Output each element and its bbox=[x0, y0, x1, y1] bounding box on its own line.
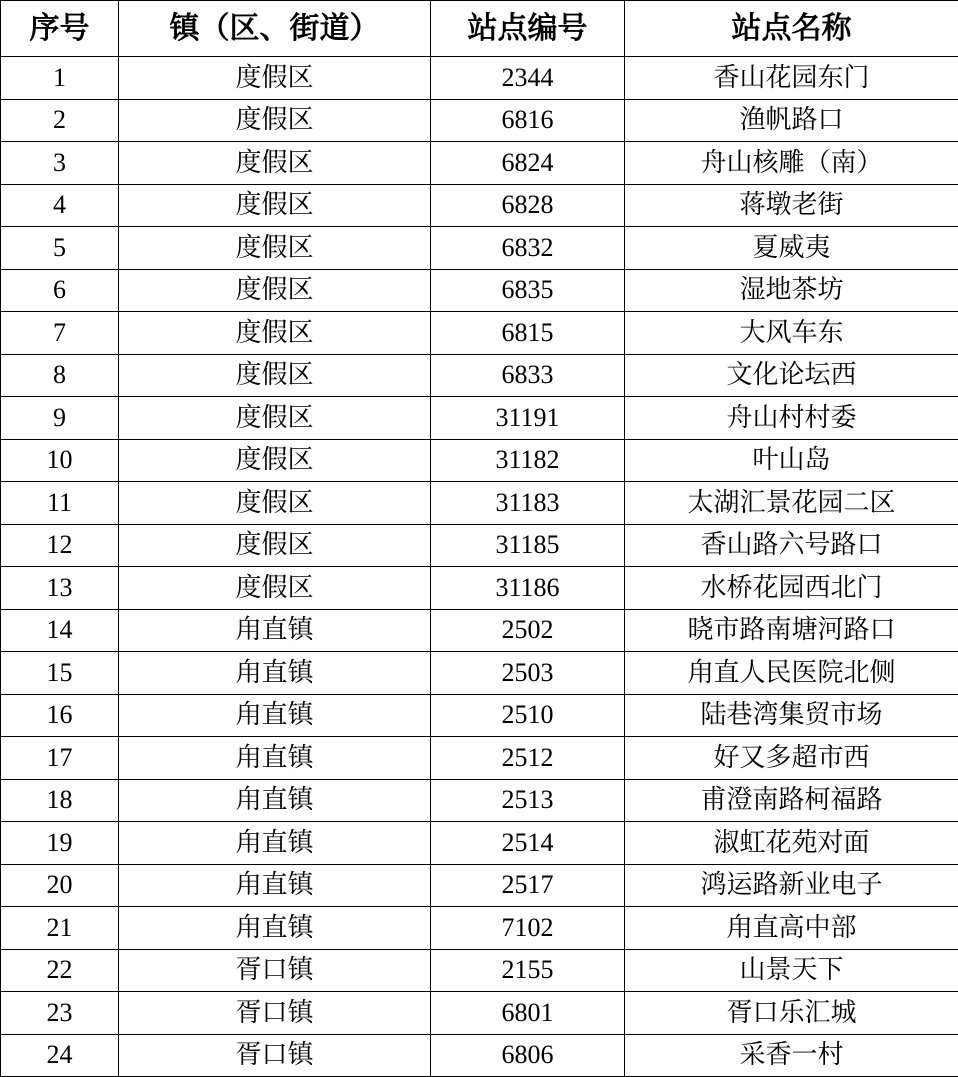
cell-index: 19 bbox=[1, 822, 119, 865]
cell-index: 8 bbox=[1, 354, 119, 397]
cell-station-name: 叶山岛 bbox=[625, 439, 958, 482]
table-row bbox=[1, 227, 958, 270]
table-header bbox=[1, 1, 958, 57]
cell-town: 甪直镇 bbox=[119, 779, 431, 822]
cell-town: 胥口镇 bbox=[119, 949, 431, 992]
cell-station-name: 甪直高中部 bbox=[625, 907, 958, 950]
cell-index: 24 bbox=[1, 1034, 119, 1077]
cell-town: 胥口镇 bbox=[119, 1034, 431, 1077]
column-header-station-code: 站点编号 bbox=[431, 1, 625, 57]
cell-station-code: 6816 bbox=[431, 99, 625, 142]
table-row bbox=[1, 907, 958, 950]
cell-station-code: 7102 bbox=[431, 907, 625, 950]
cell-station-name: 晓市路南塘河路口 bbox=[625, 609, 958, 652]
cell-town: 甪直镇 bbox=[119, 822, 431, 865]
cell-index: 9 bbox=[1, 397, 119, 440]
cell-index: 3 bbox=[1, 142, 119, 185]
cell-station-code: 2510 bbox=[431, 694, 625, 737]
cell-town: 度假区 bbox=[119, 397, 431, 440]
cell-town: 度假区 bbox=[119, 142, 431, 185]
cell-index: 21 bbox=[1, 907, 119, 950]
cell-station-code: 2502 bbox=[431, 609, 625, 652]
table-row bbox=[1, 354, 958, 397]
cell-station-code: 2512 bbox=[431, 737, 625, 780]
table-header-row bbox=[1, 1, 958, 57]
cell-station-code: 31182 bbox=[431, 439, 625, 482]
cell-town: 度假区 bbox=[119, 567, 431, 610]
cell-station-code: 6828 bbox=[431, 184, 625, 227]
cell-town: 甪直镇 bbox=[119, 694, 431, 737]
cell-town: 度假区 bbox=[119, 269, 431, 312]
cell-town: 甪直镇 bbox=[119, 864, 431, 907]
cell-station-code: 6815 bbox=[431, 312, 625, 355]
cell-town: 甪直镇 bbox=[119, 737, 431, 780]
cell-town: 度假区 bbox=[119, 57, 431, 100]
cell-town: 甪直镇 bbox=[119, 652, 431, 695]
table-row bbox=[1, 822, 958, 865]
cell-station-code: 31186 bbox=[431, 567, 625, 610]
cell-station-name: 舟山核雕（南） bbox=[625, 142, 958, 185]
table-row bbox=[1, 567, 958, 610]
cell-station-name: 湿地茶坊 bbox=[625, 269, 958, 312]
cell-town: 度假区 bbox=[119, 439, 431, 482]
cell-station-code: 31183 bbox=[431, 482, 625, 525]
table-row bbox=[1, 694, 958, 737]
cell-index: 15 bbox=[1, 652, 119, 695]
table-row bbox=[1, 524, 958, 567]
cell-station-name: 山景天下 bbox=[625, 949, 958, 992]
cell-station-code: 6824 bbox=[431, 142, 625, 185]
cell-index: 10 bbox=[1, 439, 119, 482]
cell-index: 6 bbox=[1, 269, 119, 312]
cell-station-code: 2503 bbox=[431, 652, 625, 695]
cell-town: 度假区 bbox=[119, 227, 431, 270]
cell-index: 7 bbox=[1, 312, 119, 355]
cell-station-code: 6835 bbox=[431, 269, 625, 312]
cell-station-name: 淑虹花苑对面 bbox=[625, 822, 958, 865]
cell-station-code: 6806 bbox=[431, 1034, 625, 1077]
cell-index: 22 bbox=[1, 949, 119, 992]
cell-station-name: 陆巷湾集贸市场 bbox=[625, 694, 958, 737]
table-row bbox=[1, 439, 958, 482]
cell-station-name: 文化论坛西 bbox=[625, 354, 958, 397]
cell-station-code: 31191 bbox=[431, 397, 625, 440]
table-row bbox=[1, 269, 958, 312]
table-row bbox=[1, 864, 958, 907]
cell-station-name: 夏威夷 bbox=[625, 227, 958, 270]
cell-station-name: 渔帆路口 bbox=[625, 99, 958, 142]
table-row bbox=[1, 992, 958, 1035]
table-row bbox=[1, 482, 958, 525]
cell-town: 胥口镇 bbox=[119, 992, 431, 1035]
cell-index: 20 bbox=[1, 864, 119, 907]
cell-station-name: 鸿运路新业电子 bbox=[625, 864, 958, 907]
column-header-station-name: 站点名称 bbox=[625, 1, 958, 57]
table-row bbox=[1, 142, 958, 185]
cell-index: 2 bbox=[1, 99, 119, 142]
cell-index: 17 bbox=[1, 737, 119, 780]
cell-station-name: 舟山村村委 bbox=[625, 397, 958, 440]
table-body bbox=[1, 57, 958, 1077]
table-row bbox=[1, 57, 958, 100]
cell-station-name: 胥口乐汇城 bbox=[625, 992, 958, 1035]
cell-index: 14 bbox=[1, 609, 119, 652]
cell-station-code: 2514 bbox=[431, 822, 625, 865]
cell-station-name: 甪直人民医院北侧 bbox=[625, 652, 958, 695]
cell-index: 1 bbox=[1, 57, 119, 100]
cell-index: 4 bbox=[1, 184, 119, 227]
cell-town: 甪直镇 bbox=[119, 609, 431, 652]
cell-station-code: 2155 bbox=[431, 949, 625, 992]
cell-index: 5 bbox=[1, 227, 119, 270]
table-row bbox=[1, 949, 958, 992]
cell-station-code: 6832 bbox=[431, 227, 625, 270]
table-row bbox=[1, 652, 958, 695]
cell-index: 23 bbox=[1, 992, 119, 1035]
cell-index: 18 bbox=[1, 779, 119, 822]
column-header-index: 序号 bbox=[1, 1, 119, 57]
cell-station-code: 2517 bbox=[431, 864, 625, 907]
column-header-town: 镇（区、街道） bbox=[119, 1, 431, 57]
table-row bbox=[1, 779, 958, 822]
cell-town: 度假区 bbox=[119, 184, 431, 227]
cell-town: 甪直镇 bbox=[119, 907, 431, 950]
cell-town: 度假区 bbox=[119, 482, 431, 525]
cell-station-code: 6833 bbox=[431, 354, 625, 397]
cell-station-code: 6801 bbox=[431, 992, 625, 1035]
table-row bbox=[1, 99, 958, 142]
cell-station-name: 香山花园东门 bbox=[625, 57, 958, 100]
cell-station-name: 水桥花园西北门 bbox=[625, 567, 958, 610]
cell-station-name: 采香一村 bbox=[625, 1034, 958, 1077]
table-row bbox=[1, 609, 958, 652]
cell-town: 度假区 bbox=[119, 524, 431, 567]
table-row bbox=[1, 1034, 958, 1077]
cell-index: 11 bbox=[1, 482, 119, 525]
cell-station-name: 甫澄南路柯福路 bbox=[625, 779, 958, 822]
cell-station-name: 大风车东 bbox=[625, 312, 958, 355]
cell-town: 度假区 bbox=[119, 99, 431, 142]
table-row bbox=[1, 397, 958, 440]
cell-station-name: 太湖汇景花园二区 bbox=[625, 482, 958, 525]
cell-index: 16 bbox=[1, 694, 119, 737]
cell-station-code: 2344 bbox=[431, 57, 625, 100]
cell-station-name: 好又多超市西 bbox=[625, 737, 958, 780]
table-row bbox=[1, 737, 958, 780]
cell-index: 13 bbox=[1, 567, 119, 610]
cell-town: 度假区 bbox=[119, 312, 431, 355]
cell-station-name: 蒋墩老街 bbox=[625, 184, 958, 227]
cell-town: 度假区 bbox=[119, 354, 431, 397]
table-row bbox=[1, 184, 958, 227]
cell-index: 12 bbox=[1, 524, 119, 567]
table-row bbox=[1, 312, 958, 355]
cell-station-code: 2513 bbox=[431, 779, 625, 822]
cell-station-code: 31185 bbox=[431, 524, 625, 567]
cell-station-name: 香山路六号路口 bbox=[625, 524, 958, 567]
